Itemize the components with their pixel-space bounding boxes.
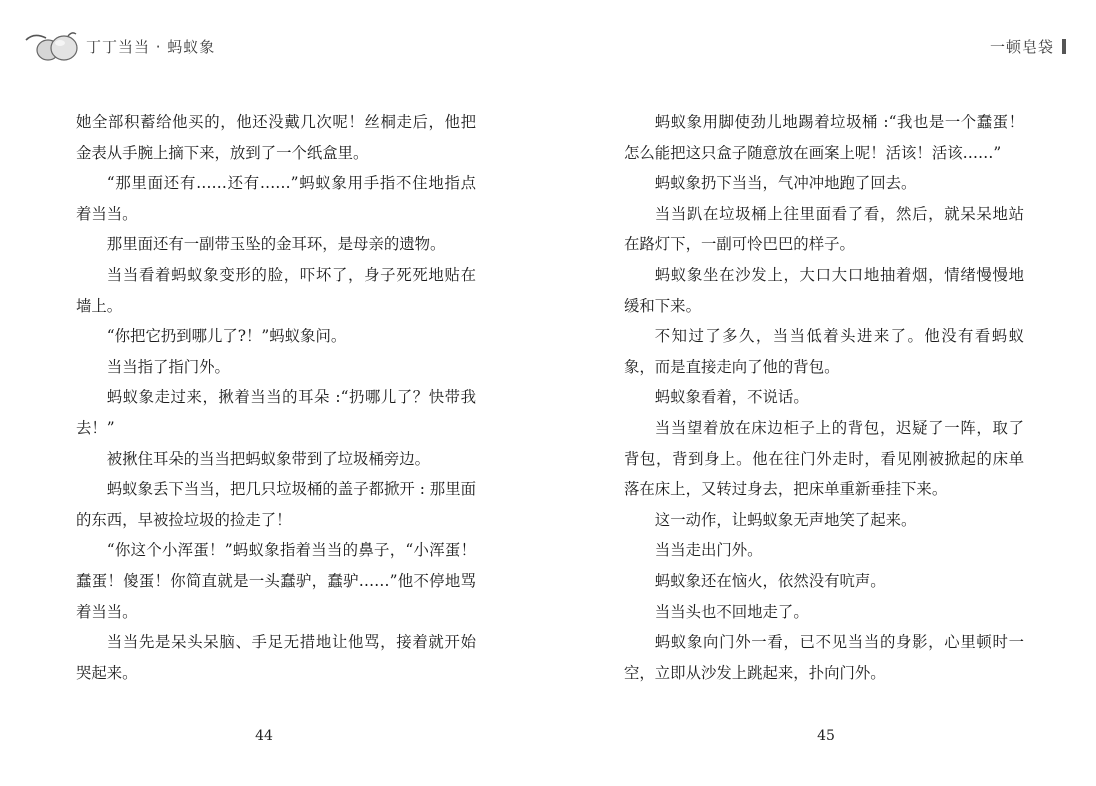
paragraph: 那里面还有一副带玉坠的金耳环，是母亲的遗物。 <box>106 235 446 254</box>
running-header-right <box>990 36 1066 57</box>
running-header-left <box>24 28 215 64</box>
gourd-logo-icon <box>24 28 80 64</box>
chapter-title: 一顿皂袋 <box>989 38 1054 56</box>
paragraph: 蚂蚁象丢下当当，把几只垃圾桶的盖子都掀开 : 那里面的东西，早被捡垃圾的捡走了！ <box>76 480 476 529</box>
paragraph: 当当望着放在床边柜子上的背包，迟疑了一阵，取了背包，背到身上。他在往门外走时，看见刚被掀起的床单落在床上，又转过身去，把床单重新垂挂下来。 <box>624 418 1024 499</box>
paragraph: “你这个小浑蛋！”蚂蚁象指着当当的鼻子，“小浑蛋！蠢蛋！傻蛋！你简直就是一头蠢驴，蠢驴……”他不停地骂着当当。 <box>76 541 476 621</box>
paragraph: “你把它扔到哪儿了?！”蚂蚁象问。 <box>106 327 347 346</box>
series-title: 丁丁当当 · 蚂蚁象 <box>86 37 216 56</box>
paragraph: 当当头也不回地走了。 <box>654 602 809 621</box>
paragraph: 当当走出门外。 <box>654 541 763 560</box>
paragraph: 她全部积蓄给他买的，他还没戴几次呢！丝桐走后，他把金表从手腕上摘下来，放到了一个纸盒里。 <box>76 113 476 162</box>
paragraph: 蚂蚁象坐在沙发上，大口大口地抽着烟，情绪慢慢地缓和下来。 <box>624 265 1024 315</box>
left-page-number: 44 <box>255 728 273 744</box>
paragraph: 被揪住耳朵的当当把蚂蚁象带到了垃圾桶旁边。 <box>106 449 431 468</box>
left-page-body <box>76 107 476 688</box>
paragraph: 当当指了指门外。 <box>106 357 230 376</box>
paragraph: 不知过了多久，当当低着头进来了。他没有看蚂蚁象，而是直接走向了他的背包。 <box>624 327 1024 376</box>
paragraph: 这一动作，让蚂蚁象无声地笑了起来。 <box>654 510 917 529</box>
paragraph: 当当先是呆头呆脑、手足无措地让他骂，接着就开始哭起来。 <box>76 633 476 682</box>
paragraph: “那里面还有……还有……”蚂蚁象用手指不住地指点着当当。 <box>76 174 476 223</box>
right-page-body <box>624 107 1024 688</box>
right-page-number: 45 <box>817 728 835 744</box>
paragraph: 蚂蚁象走过来，揪着当当的耳朵 :“扔哪儿了？快带我去！” <box>76 388 476 437</box>
paragraph: 蚂蚁象看着，不说话。 <box>654 388 809 407</box>
paragraph: 蚂蚁象用脚使劲儿地踢着垃圾桶 :“我也是一个蠢蛋！怎么能把这只盒子随意放在画案上呢！活该！活该……” <box>624 113 1024 162</box>
paragraph: 蚂蚁象扔下当当，气冲冲地跑了回去。 <box>654 174 917 193</box>
paragraph: 蚂蚁象向门外一看，已不见当当的身影，心里顿时一空，立即从沙发上跳起来，扑向门外。 <box>624 633 1024 682</box>
paragraph: 当当看着蚂蚁象变形的脸，吓坏了，身子死死地贴在墙上。 <box>76 265 476 315</box>
paragraph: 蚂蚁象还在恼火，依然没有吭声。 <box>654 571 886 590</box>
header-bar <box>1062 39 1066 54</box>
paragraph: 当当趴在垃圾桶上往里面看了看，然后，就呆呆地站在路灯下，一副可怜巴巴的样子。 <box>624 204 1024 254</box>
